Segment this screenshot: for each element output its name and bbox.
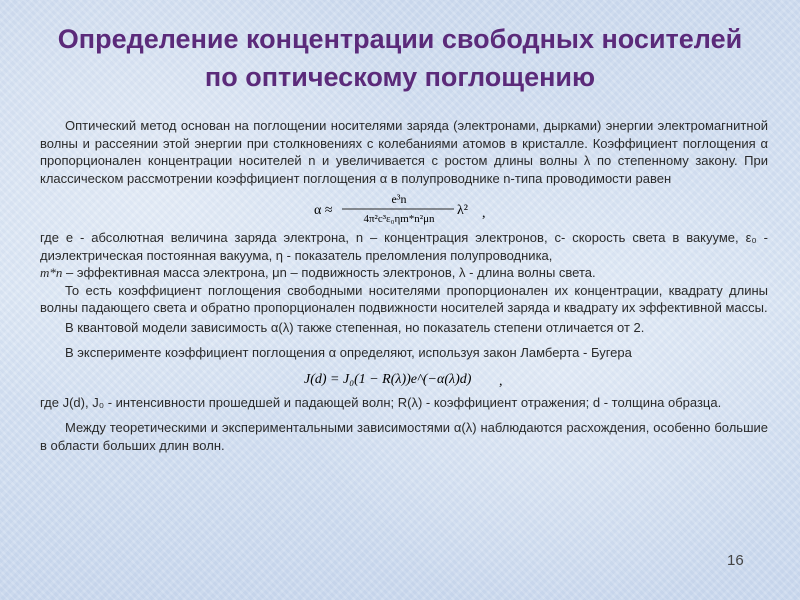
lambert-formula-text: J(d) = J₀(1 − R(λ))e^(−α(λ)d) xyxy=(304,371,472,387)
lambert-bouguer-formula xyxy=(40,364,768,392)
definitions-part1: где e - абсолютная величина заряда электрона, n – концентрация электронов, c- скорость света в вакууме, ε₀ - диэлектрическая постоянная вакуума, η - показатель преломления полупроводника, xyxy=(40,230,768,263)
slide-body xyxy=(40,117,768,454)
paragraph-conclusion: То есть коэффициент поглощения свободными носителями пропорционален их концентрации, квадрату длины волны падающего света и обратно пропорционален подвижности носителей заряда и квадрату их эффективной массы. xyxy=(40,282,768,315)
absorption-formula xyxy=(40,191,768,227)
formula-denominator: 4π²c³ε₀ηm*n²μn xyxy=(363,213,435,225)
formula-lhs: α ≈ xyxy=(314,203,333,218)
effective-mass-symbol: m*n xyxy=(40,265,63,280)
formula-rhs: λ² xyxy=(457,203,468,218)
paragraph-definitions xyxy=(40,229,768,282)
lambert-formula-comma: , xyxy=(499,373,503,389)
paragraph-intensities: где J(d), J₀ - интенсивности прошедшей и падающей волн; R(λ) - коэффициент отражения; d - толщина образца. xyxy=(40,394,722,410)
paragraph-discrepancy: Между теоретическими и экспериментальными зависимостями α(λ) наблюдаются расхождения, особенно большие в области больших длин волн. xyxy=(40,420,768,453)
paragraph-quantum-model: В квантовой модели зависимость α(λ) также степенная, но показатель степени отличается от 2. xyxy=(65,319,645,335)
lambert-formula-svg xyxy=(294,364,514,392)
absorption-formula-svg xyxy=(304,191,504,227)
formula-numerator: e³n xyxy=(391,192,407,206)
paragraph-intro: Оптический метод основан на поглощении носителями заряда (электронами, дырками) энергии электромагнитной волны и рассеянии этой энергии при столкновениях с колебаниями атомов в кристалле. Коэффициент поглощения α пропорционален концентрации носителей n и увеличивается с ростом длины волны λ по степенному закону. При классическом рассмотрении коэффициент поглощения α в полупроводнике n-типа проводимости равен xyxy=(40,118,768,186)
slide-title: Определение концентрации свободных носителей по оптическому поглощению xyxy=(57,24,743,92)
paragraph-experiment: В эксперименте коэффициент поглощения α определяют, используя закон Ламберта - Бугера xyxy=(65,345,632,360)
definitions-part2: – эффективная масса электрона, μn – подвижность электронов, λ - длина волны света. xyxy=(62,265,596,280)
page-number: 16 xyxy=(727,552,744,569)
formula-comma: , xyxy=(482,206,486,221)
